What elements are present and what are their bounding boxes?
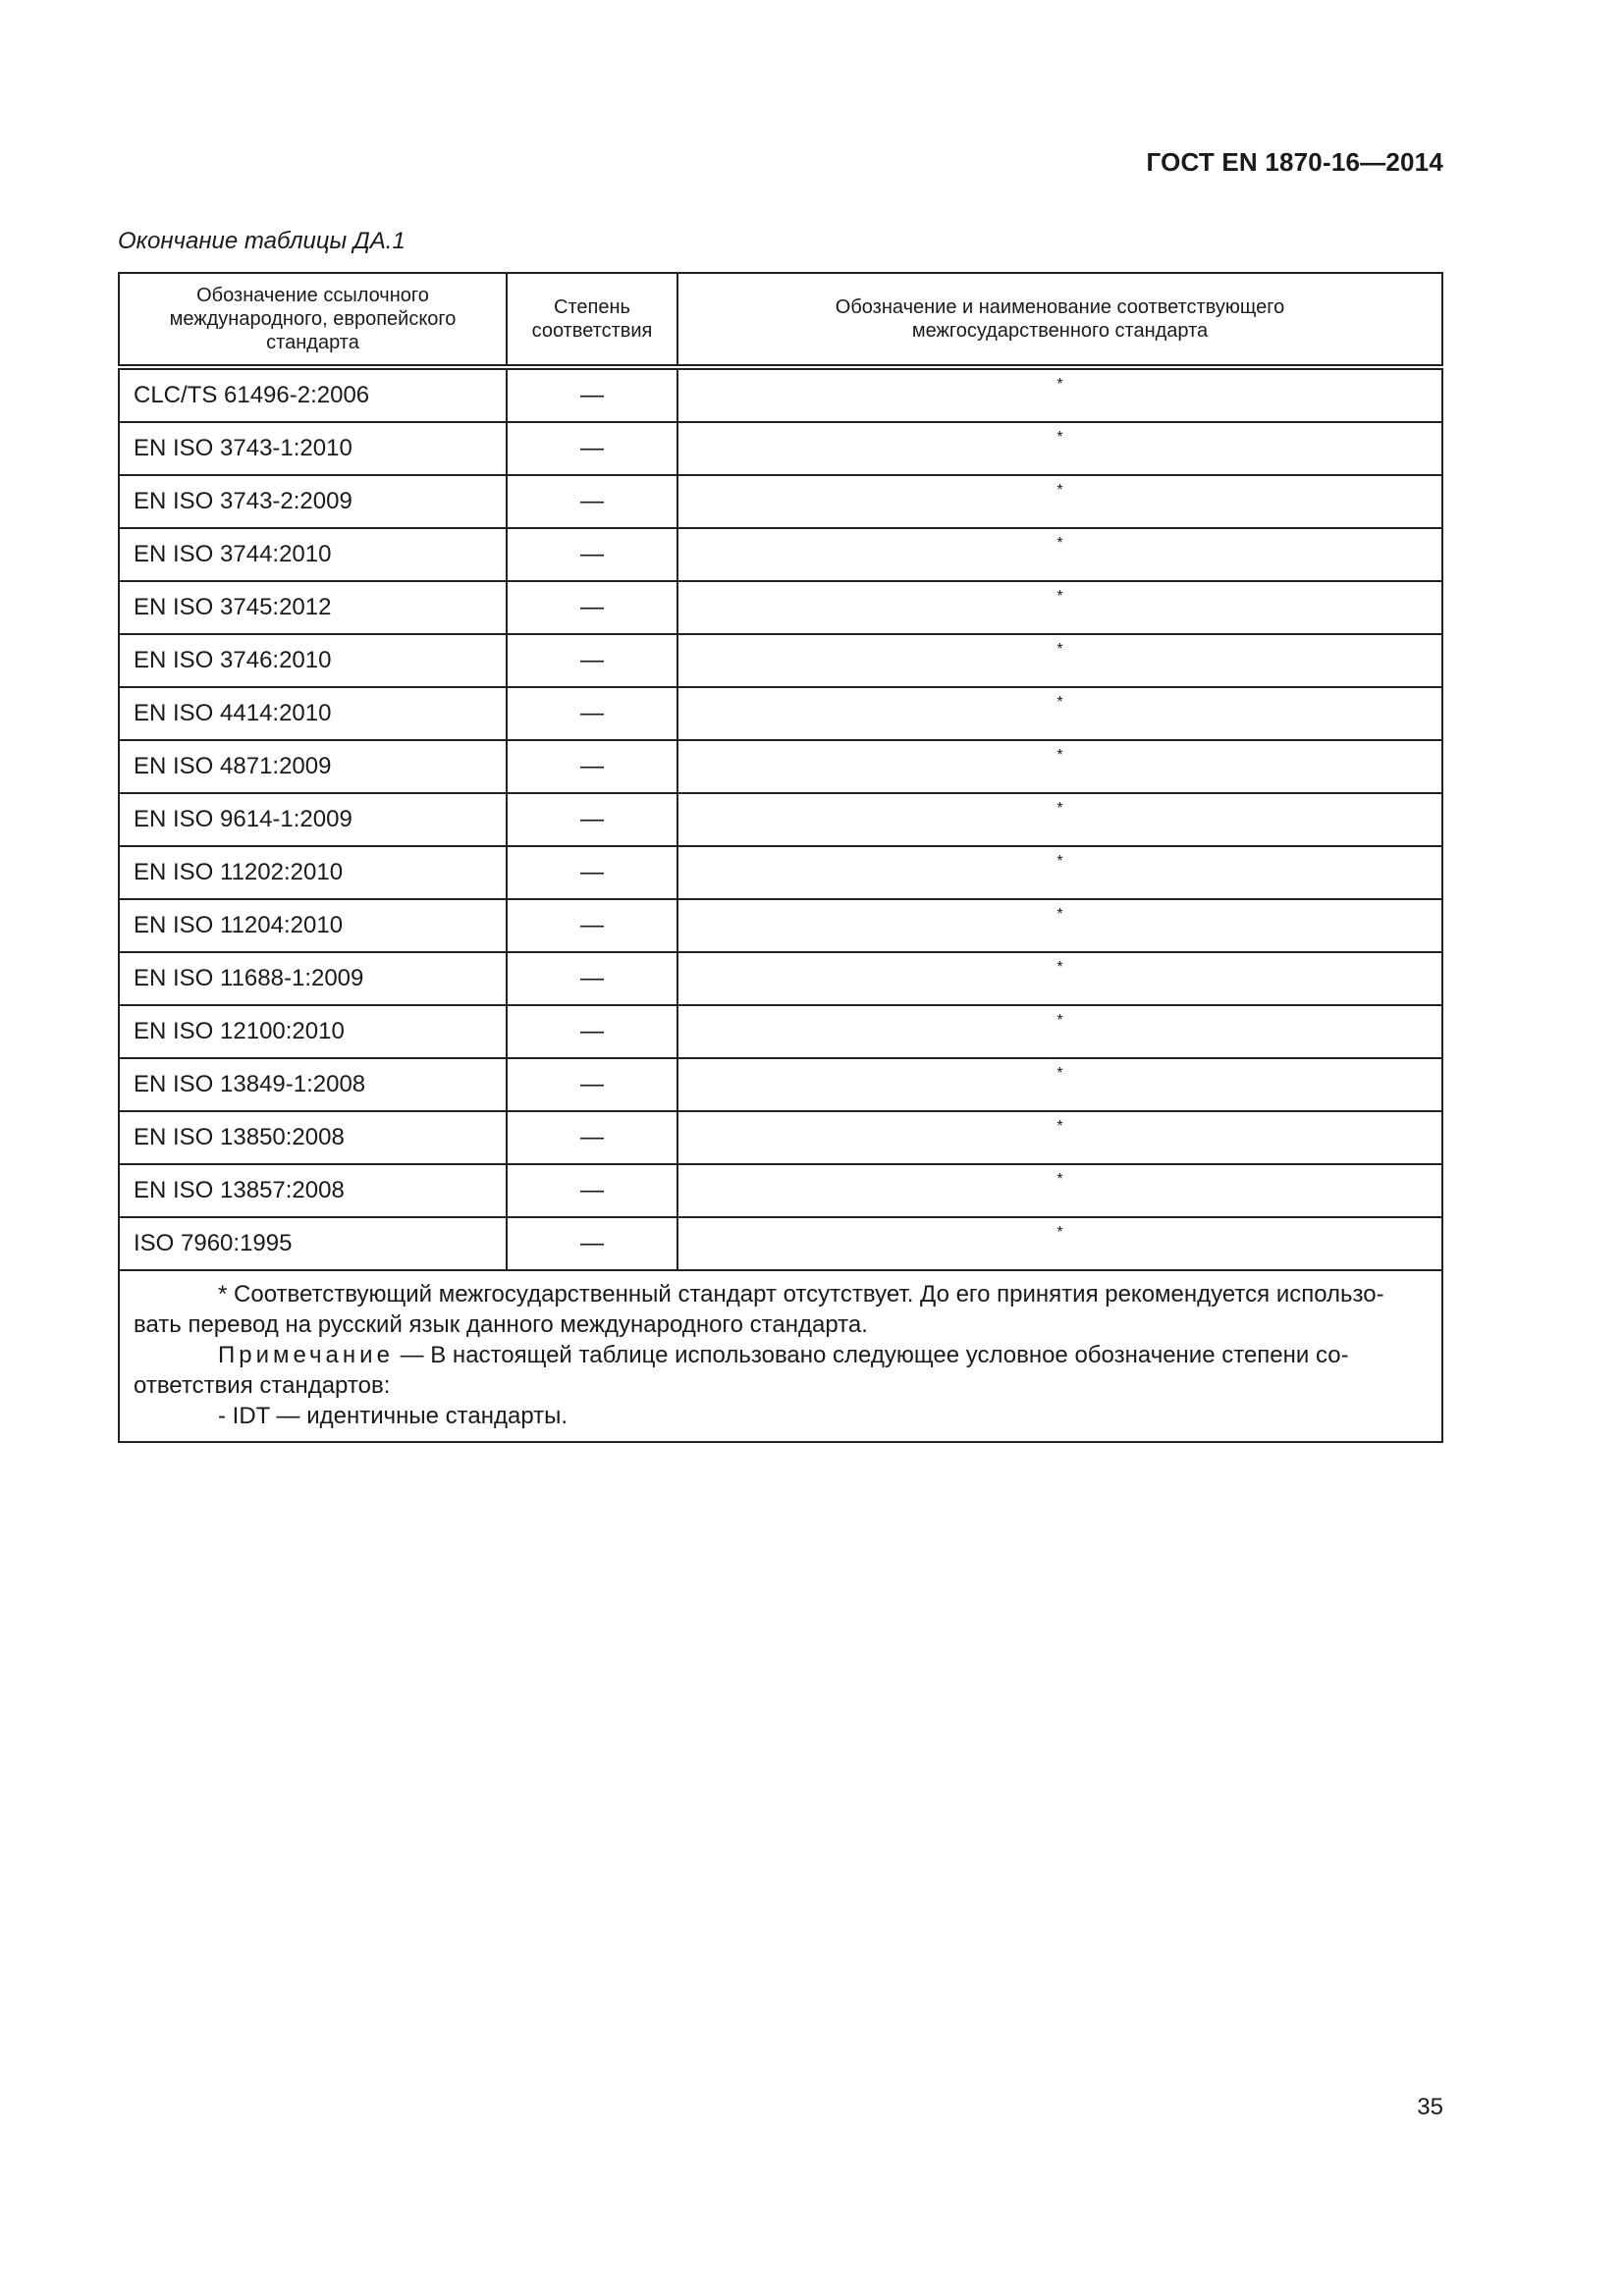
national-standard-cell: * bbox=[677, 634, 1442, 687]
reference-standard-cell: EN ISO 3743-2:2009 bbox=[119, 475, 507, 528]
note-text: — В настоящей таблице использовано следующее условное обозначение степени со- bbox=[393, 1342, 1349, 1368]
degree-cell: — bbox=[507, 1217, 677, 1270]
degree-cell: — bbox=[507, 367, 677, 422]
reference-standard-cell: EN ISO 9614-1:2009 bbox=[119, 793, 507, 846]
table-row bbox=[119, 1005, 1442, 1058]
footnote-row bbox=[119, 1270, 1442, 1442]
table-row bbox=[119, 475, 1442, 528]
reference-standard-cell: EN ISO 11688-1:2009 bbox=[119, 952, 507, 1005]
degree-cell: — bbox=[507, 1058, 677, 1111]
national-standard-cell: * bbox=[677, 475, 1442, 528]
reference-standard-cell: EN ISO 3743-1:2010 bbox=[119, 422, 507, 475]
table-row bbox=[119, 846, 1442, 899]
reference-standard-cell: CLC/TS 61496-2:2006 bbox=[119, 367, 507, 422]
reference-standard-cell: EN ISO 4414:2010 bbox=[119, 687, 507, 740]
national-standard-cell: * bbox=[677, 1005, 1442, 1058]
national-standard-cell: * bbox=[677, 793, 1442, 846]
reference-standard-cell: EN ISO 3744:2010 bbox=[119, 528, 507, 581]
table-row bbox=[119, 687, 1442, 740]
reference-standard-cell: EN ISO 13857:2008 bbox=[119, 1164, 507, 1217]
footnote-line: - IDT — идентичные стандарты. bbox=[218, 1403, 568, 1429]
national-standard-cell: * bbox=[677, 899, 1442, 952]
note-label: Примечание bbox=[218, 1342, 394, 1368]
footnote-line: вать перевод на русский язык данного международного стандарта. bbox=[134, 1311, 868, 1338]
table-row bbox=[119, 367, 1442, 422]
national-standard-cell: * bbox=[677, 1164, 1442, 1217]
degree-cell: — bbox=[507, 952, 677, 1005]
table-row bbox=[119, 1058, 1442, 1111]
national-standard-cell: * bbox=[677, 581, 1442, 634]
table-row bbox=[119, 1111, 1442, 1164]
national-standard-cell: * bbox=[677, 528, 1442, 581]
degree-cell: — bbox=[507, 1164, 677, 1217]
degree-cell: — bbox=[507, 1005, 677, 1058]
degree-cell: — bbox=[507, 846, 677, 899]
degree-cell: — bbox=[507, 475, 677, 528]
column-header-degree: Степень соответствия bbox=[507, 273, 677, 367]
footnote-cell bbox=[119, 1270, 1442, 1442]
national-standard-cell: * bbox=[677, 740, 1442, 793]
reference-standards-table-container bbox=[118, 272, 1443, 1443]
table-row bbox=[119, 581, 1442, 634]
table-row bbox=[119, 1164, 1442, 1217]
table-row bbox=[119, 952, 1442, 1005]
degree-cell: — bbox=[507, 634, 677, 687]
document-designation: ГОСТ EN 1870-16—2014 bbox=[1146, 147, 1443, 177]
note-line bbox=[134, 1340, 1428, 1370]
reference-standard-cell: EN ISO 11202:2010 bbox=[119, 846, 507, 899]
national-standard-cell: * bbox=[677, 952, 1442, 1005]
page-number: 35 bbox=[1417, 2094, 1443, 2120]
national-standard-cell: * bbox=[677, 367, 1442, 422]
table-row bbox=[119, 740, 1442, 793]
table-body bbox=[119, 367, 1442, 1270]
reference-standard-cell: EN ISO 3746:2010 bbox=[119, 634, 507, 687]
degree-cell: — bbox=[507, 1111, 677, 1164]
degree-cell: — bbox=[507, 528, 677, 581]
footnote-line: ответствия стандартов: bbox=[134, 1372, 391, 1399]
reference-standard-cell: ISO 7960:1995 bbox=[119, 1217, 507, 1270]
reference-standard-cell: EN ISO 13849-1:2008 bbox=[119, 1058, 507, 1111]
national-standard-cell: * bbox=[677, 422, 1442, 475]
reference-standard-cell: EN ISO 11204:2010 bbox=[119, 899, 507, 952]
degree-cell: — bbox=[507, 581, 677, 634]
reference-standard-cell: EN ISO 13850:2008 bbox=[119, 1111, 507, 1164]
degree-cell: — bbox=[507, 793, 677, 846]
reference-standard-cell: EN ISO 3745:2012 bbox=[119, 581, 507, 634]
national-standard-cell: * bbox=[677, 1058, 1442, 1111]
national-standard-cell: * bbox=[677, 1217, 1442, 1270]
footnote-line: * Соответствующий межгосударственный стандарт отсутствует. До его принятия рекомендуется использо- bbox=[218, 1281, 1384, 1308]
column-header-national-standard: Обозначение и наименование соответствующего межгосударственного стандарта bbox=[677, 273, 1442, 367]
degree-cell: — bbox=[507, 899, 677, 952]
table-row bbox=[119, 793, 1442, 846]
table-row bbox=[119, 899, 1442, 952]
national-standard-cell: * bbox=[677, 687, 1442, 740]
table-caption: Окончание таблицы ДА.1 bbox=[118, 228, 406, 254]
reference-standard-cell: EN ISO 12100:2010 bbox=[119, 1005, 507, 1058]
table-row bbox=[119, 422, 1442, 475]
reference-standards-table bbox=[118, 272, 1443, 1443]
table-header-row bbox=[119, 273, 1442, 367]
national-standard-cell: * bbox=[677, 846, 1442, 899]
reference-standard-cell: EN ISO 4871:2009 bbox=[119, 740, 507, 793]
table-row bbox=[119, 634, 1442, 687]
degree-cell: — bbox=[507, 740, 677, 793]
column-header-reference-standard: Обозначение ссылочного международного, европейского стандарта bbox=[119, 273, 507, 367]
degree-cell: — bbox=[507, 687, 677, 740]
degree-cell: — bbox=[507, 422, 677, 475]
national-standard-cell: * bbox=[677, 1111, 1442, 1164]
table-row bbox=[119, 528, 1442, 581]
table-header bbox=[119, 273, 1442, 367]
table-row bbox=[119, 1217, 1442, 1270]
